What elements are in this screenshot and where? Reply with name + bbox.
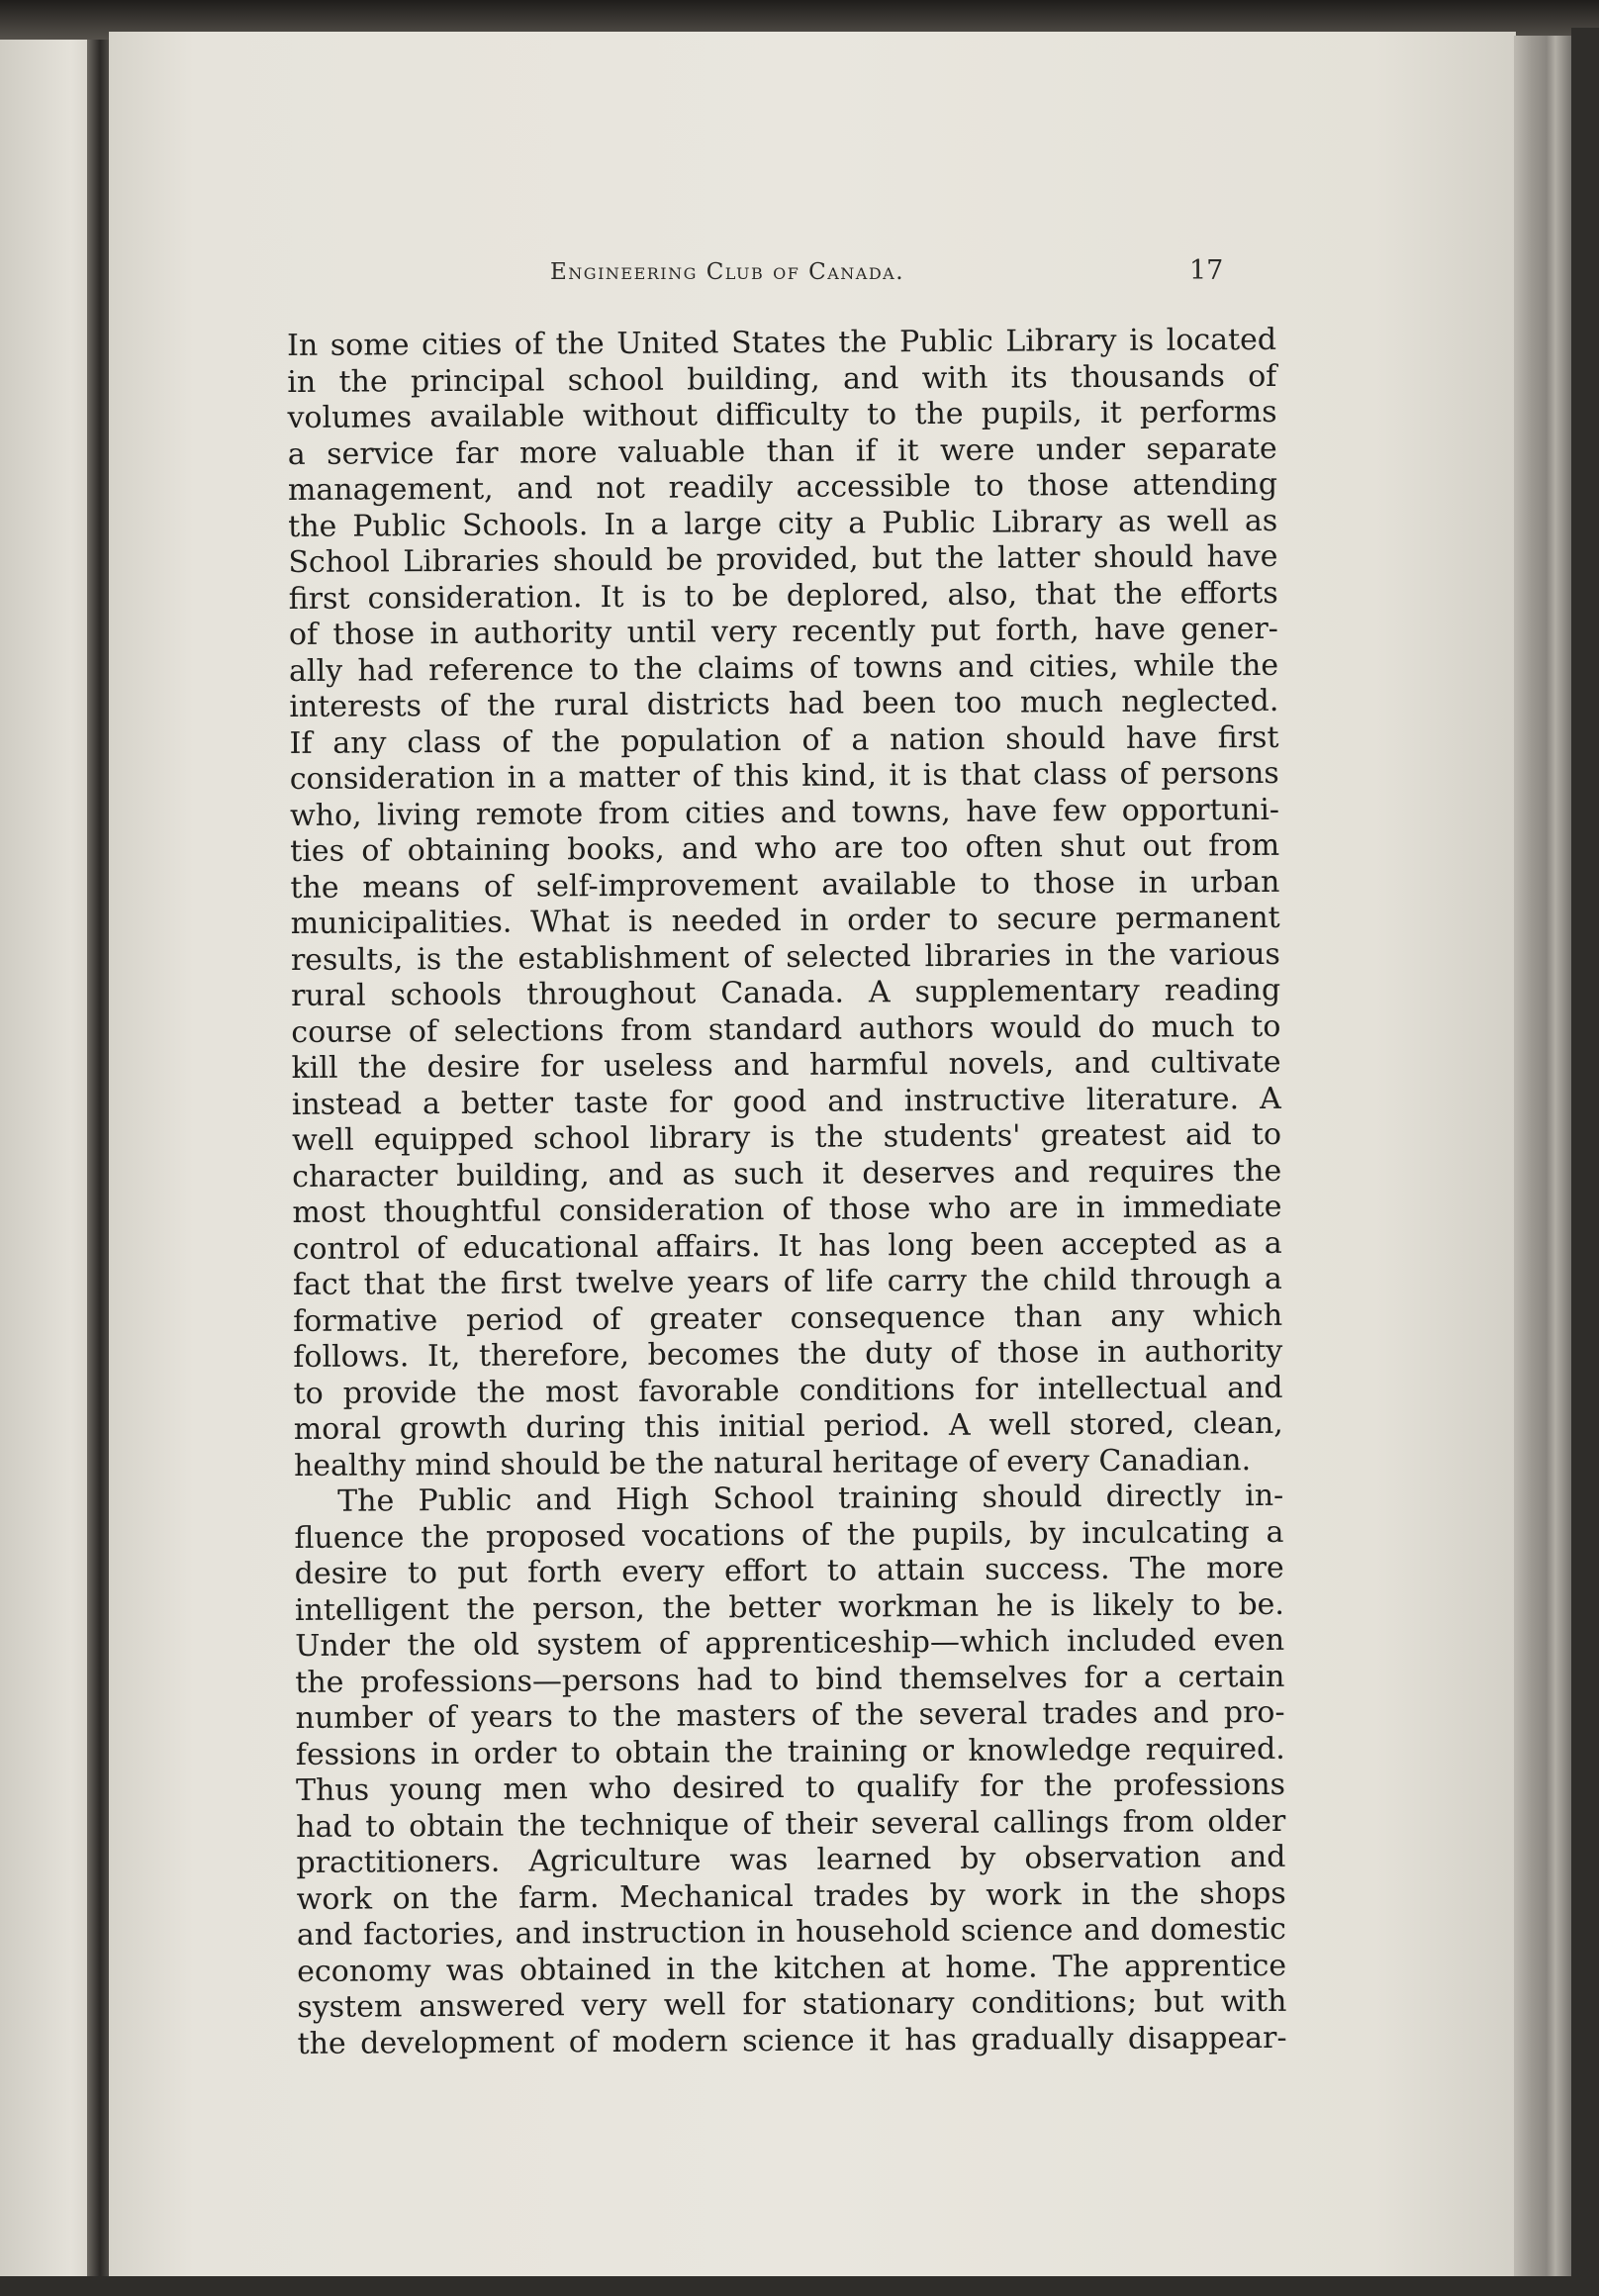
text-line: intelligent the person, the better workman he is likely to be. [294, 1586, 1284, 1628]
page-stack-edge [1514, 36, 1573, 2282]
text-line: municipalities. What is needed in order to secure permanent [290, 900, 1280, 941]
page-number: 17 [1189, 255, 1224, 286]
text-line: the professions—persons had to bind themselves for a certain [295, 1659, 1285, 1700]
text-line: the development of modern science it has gradually disappear- [297, 2020, 1287, 2061]
text-line: the Public Schools. In a large city a Public Library as well as [288, 503, 1278, 544]
text-line: management, and not readily accessible to those attending [287, 466, 1278, 508]
text-line: If any class of the population of a nation should have first [289, 719, 1279, 761]
text-line: healthy mind should be the natural heritage of every Canadian. [293, 1442, 1252, 1483]
text-line: The Public and High School training should directly in- [337, 1478, 1284, 1519]
book-cover-edge [1571, 28, 1599, 2296]
text-line: fluence the proposed vocations of the pupils, by inculcating a [294, 1514, 1284, 1556]
text-line: Under the old system of apprenticeship—which included even [295, 1622, 1285, 1664]
text-line: volumes available without difficulty to the pupils, it performs [287, 394, 1277, 435]
text-line: and factories, and instruction in household science and domestic [296, 1911, 1287, 1953]
text-line: ties of obtaining books, and who are too often shut out from [290, 827, 1280, 869]
text-line: fessions in order to obtain the training or knowledge required. [295, 1731, 1285, 1772]
text-line: kill the desire for useless and harmful novels, and cultivate [291, 1044, 1281, 1086]
text-line: most thoughtful consideration of those who are in immediate [292, 1189, 1282, 1230]
text-line: consideration in a matter of this kind, it is that class of persons [289, 755, 1279, 797]
text-line: results, is the establishment of selected libraries in the various [290, 936, 1280, 978]
text-line: instead a better taste for good and instructive literature. A [291, 1081, 1281, 1122]
text-line: to provide the most favorable conditions for intellectual and [293, 1370, 1283, 1411]
text-line: the means of self-improvement available to those in urban [290, 864, 1280, 906]
text-line: moral growth during this initial period. A well stored, clean, [293, 1405, 1283, 1447]
text-line: economy was obtained in the kitchen at home. The apprentice [297, 1948, 1287, 1989]
text-line: of those in authority until very recently put forth, have gener- [288, 611, 1278, 652]
text-line: who, living remote from cities and towns, have few opportuni- [289, 792, 1280, 833]
text-line: number of years to the masters of the several trades and pro- [295, 1694, 1285, 1736]
running-head: Engineering Club of Canada. [550, 259, 905, 285]
text-line: a service far more valuable than if it were under separate [287, 430, 1277, 472]
text-line: had to obtain the technique of their several callings from older [296, 1803, 1286, 1845]
text-line: well equipped school library is the students' greatest aid to [291, 1116, 1282, 1158]
scanner-bottom-edge [0, 2276, 1599, 2296]
text-line: desire to put forth every effort to attain success. The more [294, 1550, 1284, 1591]
text-line: control of educational affairs. It has long been accepted as a [292, 1225, 1282, 1267]
body-text [287, 323, 1287, 2062]
text-line: system answered very well for stationary conditions; but with [297, 1983, 1287, 2025]
text-line: In some cities of the United States the Public Library is located [287, 322, 1277, 363]
text-line: character building, and as such it deserves and requires the [292, 1153, 1282, 1195]
text-line: ally had reference to the claims of towns and cities, while the [289, 647, 1279, 689]
text-line: course of selections from standard authors would do much to [291, 1008, 1281, 1050]
text-line: work on the farm. Mechanical trades by work in the shops [296, 1875, 1286, 1917]
text-line: interests of the rural districts had been too much neglected. [289, 683, 1279, 724]
text-line: practitioners. Agriculture was learned by observation and [296, 1839, 1286, 1880]
text-line: Thus young men who desired to qualify for the professions [295, 1767, 1286, 1808]
text-line: in the principal school building, and with its thousands of [287, 358, 1277, 400]
text-line: School Libraries should be provided, but the latter should have [288, 538, 1278, 580]
text-line: formative period of greater consequence than any which [293, 1297, 1283, 1339]
text-line: follows. It, therefore, becomes the duty of those in authority [293, 1333, 1283, 1375]
text-line: first consideration. It is to be deplored, also, that the efforts [288, 575, 1278, 617]
text-line: rural schools throughout Canada. A supplementary reading [291, 972, 1281, 1013]
text-line: fact that the first twelve years of life carry the child through a [292, 1261, 1282, 1302]
